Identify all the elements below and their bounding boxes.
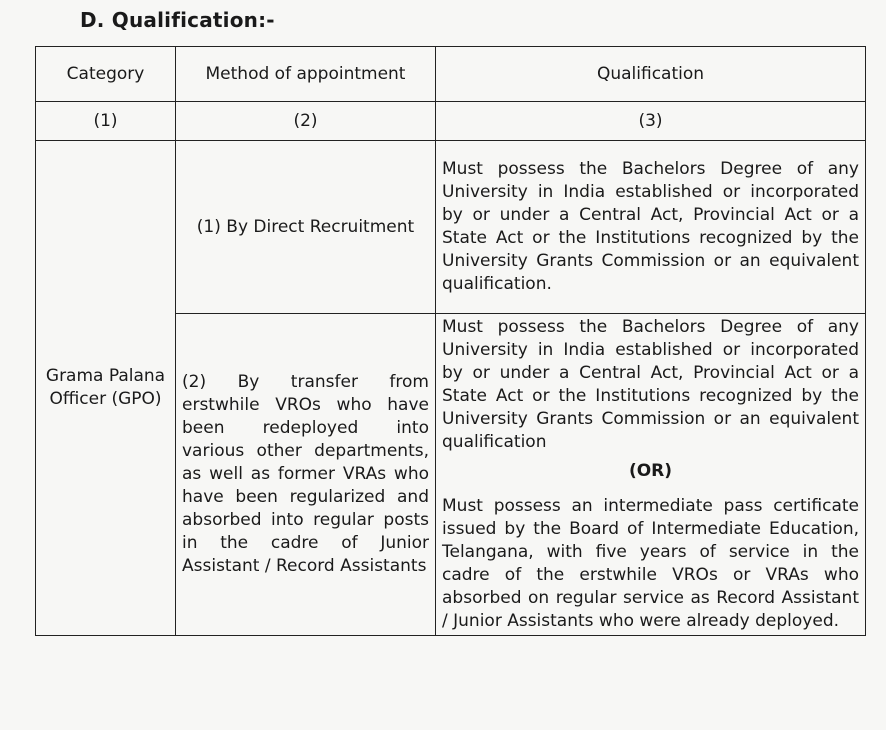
- qualification-transfer-degree: Must possess the Bachelors Degree of any University in India established or incorporated by or under a Central Act, Provincial Act or a State Act or the Institutions recognized by the University Grants Commission or an equivalent qualification: [442, 317, 859, 452]
- qualification-transfer-intermediate: Must possess an intermediate pass certificate issued by the Board of Intermediate Education, Telangana, with five years of service in the cadre of the erstwhile VROs or VRAs who absorbed on regular service as Record Assistant / Junior Assistants who were already deployed.: [442, 496, 859, 631]
- table-row: [36, 141, 866, 314]
- table-header-row: [36, 47, 866, 102]
- qualification-direct-recruitment: Must possess the Bachelors Degree of any University in India established or incorporated by or under a Central Act, Provincial Act or a State Act or the Institutions recognized by the University Grants Commission or an equivalent qualification.: [436, 141, 866, 314]
- qualification-transfer-cell: [436, 314, 866, 636]
- category-cell: Grama Palana Officer (GPO): [36, 141, 176, 636]
- column-number-2: (2): [176, 102, 436, 141]
- header-qualification: Qualification: [436, 47, 866, 102]
- or-separator: (OR): [628, 461, 673, 481]
- column-number-3: (3): [436, 102, 866, 141]
- header-category: Category: [36, 47, 176, 102]
- column-number-1: (1): [36, 102, 176, 141]
- method-transfer: (2) By transfer from erstwhile VROs who have been redeployed into various other departments, as well as former VRAs who have been regularized and absorbed into regular posts in the cadre of Junior Assistant / Record Assistants: [176, 314, 436, 636]
- method-direct-recruitment: (1) By Direct Recruitment: [176, 141, 436, 314]
- column-number-row: [36, 102, 866, 141]
- section-heading: D. Qualification:-: [80, 8, 275, 32]
- qualification-table: [35, 46, 866, 636]
- header-method: Method of appointment: [176, 47, 436, 102]
